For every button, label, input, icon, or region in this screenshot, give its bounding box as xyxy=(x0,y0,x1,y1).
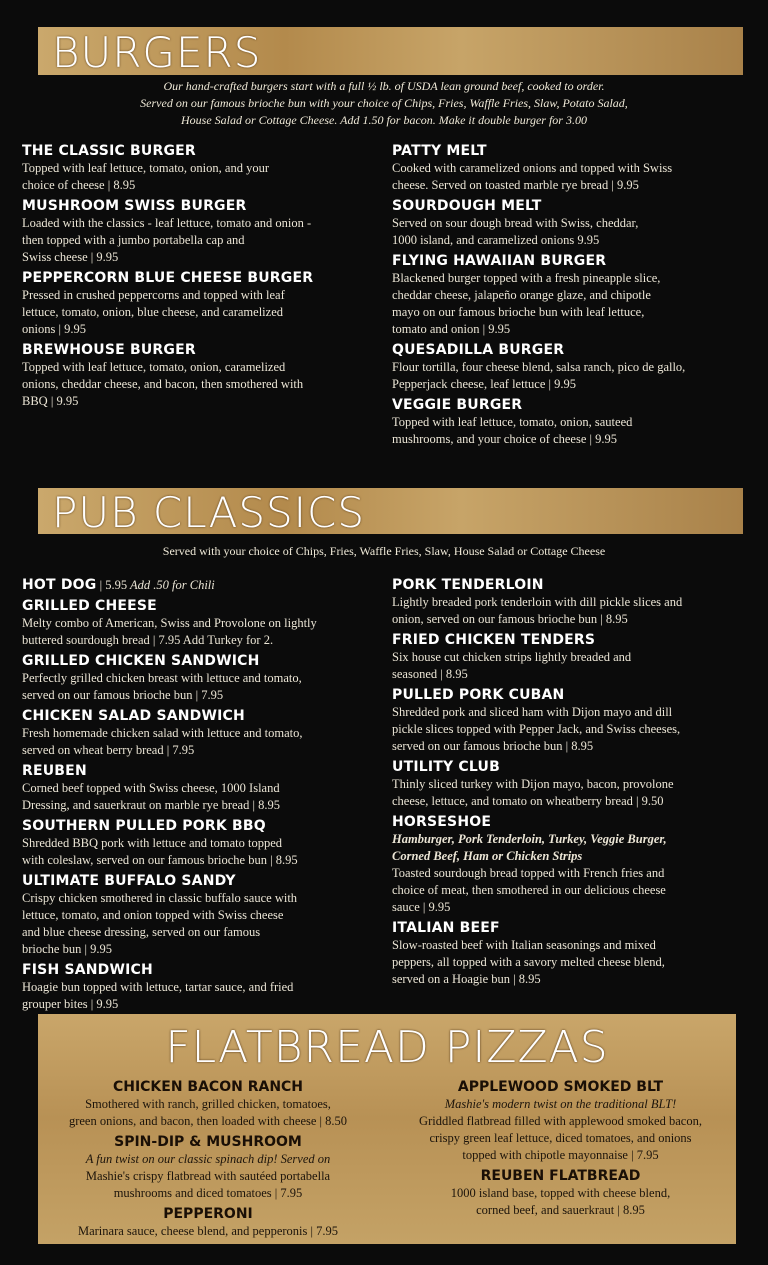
item-description: onion, served on our famous brioche bun | 8.95 xyxy=(392,612,628,626)
item-description: Slow-roasted beef with Italian seasonings and mixed xyxy=(392,938,656,952)
item-description: Served on sour dough bread with Swiss, cheddar, xyxy=(392,216,639,230)
menu-item xyxy=(392,576,752,628)
menu-item xyxy=(38,1078,378,1130)
menu-item xyxy=(392,341,752,393)
menu-item xyxy=(392,686,752,755)
item-description: mushrooms, and your choice of cheese | 9.95 xyxy=(392,432,618,446)
menu-item xyxy=(392,197,752,249)
item-description: mushrooms and diced tomatoes | 7.95 xyxy=(113,1186,303,1200)
burgers-banner xyxy=(38,27,743,75)
item-description: served on a Hoagie bun | 8.95 xyxy=(392,972,541,986)
item-description: crispy green leaf lettuce, diced tomatoes, and onions xyxy=(429,1131,692,1145)
menu-item xyxy=(392,252,752,338)
item-name: APPLEWOOD SMOKED BLT xyxy=(457,1079,664,1095)
item-name: FLYING HAWAIIAN BURGER xyxy=(392,253,607,269)
item-name: FISH SANDWICH xyxy=(22,962,153,978)
burgers-intro xyxy=(0,78,768,129)
item-description: Topped with leaf lettuce, tomato, onion, sauteed xyxy=(392,415,633,429)
menu-item xyxy=(392,142,752,194)
item-description: lettuce, tomato, onion, blue cheese, and caramelized xyxy=(22,305,283,319)
pub-left-column xyxy=(22,576,377,1016)
item-description: Cooked with caramelized onions and topped with Swiss xyxy=(392,161,673,175)
pub-classics-intro: Served with your choice of Chips, Fries, Waffle Fries, Slaw, House Salad or Cottage Cheese xyxy=(162,544,606,558)
item-name: SOURDOUGH MELT xyxy=(392,198,542,214)
item-description: Six house cut chicken strips lightly breaded and xyxy=(392,650,632,664)
menu-item xyxy=(22,961,377,1013)
item-description: Topped with leaf lettuce, tomato, onion, caramelized xyxy=(22,360,286,374)
menu-item xyxy=(22,142,372,194)
item-description: served on our famous brioche bun | 8.95 xyxy=(392,739,594,753)
item-note: Add .50 for Chili xyxy=(127,578,215,592)
item-description: brioche bun | 9.95 xyxy=(22,942,112,956)
flatbread-left-column xyxy=(38,1078,378,1243)
item-description: onions | 9.95 xyxy=(22,322,86,336)
menu-item xyxy=(388,1167,733,1219)
item-description: Crispy chicken smothered in classic buffalo sauce with xyxy=(22,891,298,905)
menu-item xyxy=(392,919,752,988)
item-name: UTILITY CLUB xyxy=(392,759,500,775)
item-description: Pressed in crushed peppercorns and topped with leaf xyxy=(22,288,285,302)
item-description: Marinara sauce, cheese blend, and pepperonis | 7.95 xyxy=(77,1224,339,1238)
menu-item xyxy=(392,758,752,810)
item-choices: Hamburger, Pork Tenderloin, Turkey, Veggie Burger, xyxy=(392,832,667,846)
menu-item xyxy=(22,597,377,649)
pub-classics-banner xyxy=(38,488,743,537)
item-description: with coleslaw, served on our famous brioche bun | 8.95 xyxy=(22,853,298,867)
item-description: cheese, lettuce, and tomato on wheatberry bread | 9.50 xyxy=(392,794,664,808)
item-description: grouper bites | 9.95 xyxy=(22,997,119,1011)
item-description: Hoagie bun topped with lettuce, tartar sauce, and fried xyxy=(22,980,294,994)
item-description: Mashie's crispy flatbread with sautéed portabella xyxy=(85,1169,331,1183)
item-tagline: A fun twist on our classic spinach dip! Served on xyxy=(85,1152,331,1166)
burgers-right-column xyxy=(392,142,752,451)
item-description: mayo on our famous brioche bun with leaf lettuce, xyxy=(392,305,645,319)
menu-item xyxy=(22,817,377,869)
item-price: | 5.95 xyxy=(96,578,128,592)
item-description: served on wheat berry bread | 7.95 xyxy=(22,743,195,757)
burgers-left-column xyxy=(22,142,372,413)
item-description: topped with chipotle mayonnaise | 7.95 xyxy=(462,1148,659,1162)
item-name: BREWHOUSE BURGER xyxy=(22,342,196,358)
menu-item xyxy=(392,396,752,448)
item-description: Loaded with the classics - leaf lettuce, tomato and onion - xyxy=(22,216,312,230)
item-name: PULLED PORK CUBAN xyxy=(392,687,565,703)
menu-item xyxy=(22,872,377,958)
flatbread-right-column xyxy=(388,1078,733,1222)
menu-item xyxy=(22,341,372,410)
pub-classics-title: PUB CLASSICS xyxy=(52,488,366,537)
burgers-title: BURGERS xyxy=(52,28,262,77)
item-description: Fresh homemade chicken salad with lettuce and tomato, xyxy=(22,726,303,740)
item-description: Griddled flatbread filled with applewood smoked bacon, xyxy=(419,1114,702,1128)
item-description: BBQ | 9.95 xyxy=(22,394,79,408)
item-description: 1000 island base, topped with cheese blend, xyxy=(450,1186,671,1200)
item-name: PATTY MELT xyxy=(392,143,487,159)
item-description: Melty combo of American, Swiss and Provolone on lightly xyxy=(22,616,317,630)
item-description: buttered sourdough bread | 7.95 Add Turkey for 2. xyxy=(22,633,274,647)
item-description: Corned beef topped with Swiss cheese, 1000 Island xyxy=(22,781,280,795)
item-name: REUBEN xyxy=(22,763,87,779)
menu-item xyxy=(388,1078,733,1164)
item-name: GRILLED CHEESE xyxy=(22,598,157,614)
item-name: MUSHROOM SWISS BURGER xyxy=(22,198,247,214)
item-description: Flour tortilla, four cheese blend, salsa ranch, pico de gallo, xyxy=(392,360,686,374)
item-name: CHICKEN BACON RANCH xyxy=(112,1079,304,1095)
item-description: Pepperjack cheese, leaf lettuce | 9.95 xyxy=(392,377,577,391)
item-description: green onions, and bacon, then loaded with cheese | 8.50 xyxy=(68,1114,348,1128)
item-description: sauce | 9.95 xyxy=(392,900,451,914)
item-name: ITALIAN BEEF xyxy=(392,920,500,936)
menu-item xyxy=(22,707,377,759)
item-description: corned beef, and sauerkraut | 8.95 xyxy=(476,1203,645,1217)
item-name: PORK TENDERLOIN xyxy=(392,577,544,593)
burgers-intro-line: Our hand-crafted burgers start with a full ½ lb. of USDA lean ground beef, cooked to order. xyxy=(163,79,605,93)
menu-item xyxy=(22,652,377,704)
menu-item xyxy=(22,762,377,814)
item-name: PEPPERCORN BLUE CHEESE BURGER xyxy=(22,270,314,286)
item-tagline: Mashie's modern twist on the traditional BLT! xyxy=(444,1097,677,1111)
item-description: Toasted sourdough bread topped with French fries and xyxy=(392,866,665,880)
menu-item xyxy=(22,576,377,594)
item-description: then topped with a jumbo portabella cap and xyxy=(22,233,245,247)
item-description: served on our famous brioche bun | 7.95 xyxy=(22,688,224,702)
item-description: cheddar cheese, jalapeño orange glaze, and chipotle xyxy=(392,288,651,302)
item-name: GRILLED CHICKEN SANDWICH xyxy=(22,653,260,669)
item-name: REUBEN FLATBREAD xyxy=(480,1168,641,1184)
item-description: Shredded BBQ pork with lettuce and tomato topped xyxy=(22,836,283,850)
item-name: FRIED CHICKEN TENDERS xyxy=(392,632,596,648)
item-description: choice of cheese | 8.95 xyxy=(22,178,136,192)
item-name: HORSESHOE xyxy=(392,814,492,830)
menu-item xyxy=(22,197,372,266)
item-description: pickle slices topped with Pepper Jack, and Swiss cheeses, xyxy=(392,722,681,736)
menu-item xyxy=(392,631,752,683)
item-name: ULTIMATE BUFFALO SANDY xyxy=(22,873,236,889)
item-name: SOUTHERN PULLED PORK BBQ xyxy=(22,818,266,834)
burgers-intro-line: Served on our famous brioche bun with your choice of Chips, Fries, Waffle Fries, Slaw, Potato Salad, xyxy=(140,96,628,110)
item-description: Topped with leaf lettuce, tomato, onion, and your xyxy=(22,161,269,175)
item-name: PEPPERONI xyxy=(163,1206,253,1222)
item-description: Smothered with ranch, grilled chicken, tomatoes, xyxy=(85,1097,331,1111)
item-description: Shredded pork and sliced ham with Dijon mayo and dill xyxy=(392,705,673,719)
item-description: peppers, all topped with a savory melted cheese blend, xyxy=(392,955,665,969)
item-description: Thinly sliced turkey with Dijon mayo, bacon, provolone xyxy=(392,777,674,791)
item-description: Swiss cheese | 9.95 xyxy=(22,250,119,264)
flatbread-title: FLATBREAD PIZZAS xyxy=(165,1022,609,1073)
item-name: VEGGIE BURGER xyxy=(392,397,523,413)
item-description: Dressing, and sauerkraut on marble rye bread | 8.95 xyxy=(22,798,280,812)
item-description: lettuce, tomato, and onion topped with Swiss cheese xyxy=(22,908,284,922)
menu-item xyxy=(22,269,372,338)
item-description: Blackened burger topped with a fresh pineapple slice, xyxy=(392,271,661,285)
item-name: THE CLASSIC BURGER xyxy=(22,143,196,159)
pub-right-column xyxy=(392,576,752,991)
item-description: choice of meat, then smothered in our delicious cheese xyxy=(392,883,666,897)
flatbread-panel xyxy=(38,1014,736,1244)
item-description: tomato and onion | 9.95 xyxy=(392,322,511,336)
item-name: HOT DOG xyxy=(22,577,97,593)
item-name: SPIN-DIP & MUSHROOM xyxy=(114,1134,302,1150)
menu-item xyxy=(38,1205,378,1240)
item-description: Perfectly grilled chicken breast with lettuce and tomato, xyxy=(22,671,302,685)
menu-item xyxy=(392,813,752,916)
item-name: CHICKEN SALAD SANDWICH xyxy=(22,708,245,724)
item-description: and blue cheese dressing, served on our famous xyxy=(22,925,261,939)
item-description: Lightly breaded pork tenderloin with dill pickle slices and xyxy=(392,595,683,609)
burgers-intro-line: House Salad or Cottage Cheese. Add 1.50 for bacon. Make it double burger for 3.00 xyxy=(181,113,587,127)
item-description: onions, cheddar cheese, and bacon, then smothered with xyxy=(22,377,304,391)
item-description: seasoned | 8.95 xyxy=(392,667,468,681)
item-choices: Corned Beef, Ham or Chicken Strips xyxy=(392,849,583,863)
item-description: 1000 island, and caramelized onions 9.95 xyxy=(392,233,600,247)
item-description: cheese. Served on toasted marble rye bread | 9.95 xyxy=(392,178,639,192)
menu-item xyxy=(38,1133,378,1202)
item-name: QUESADILLA BURGER xyxy=(392,342,565,358)
